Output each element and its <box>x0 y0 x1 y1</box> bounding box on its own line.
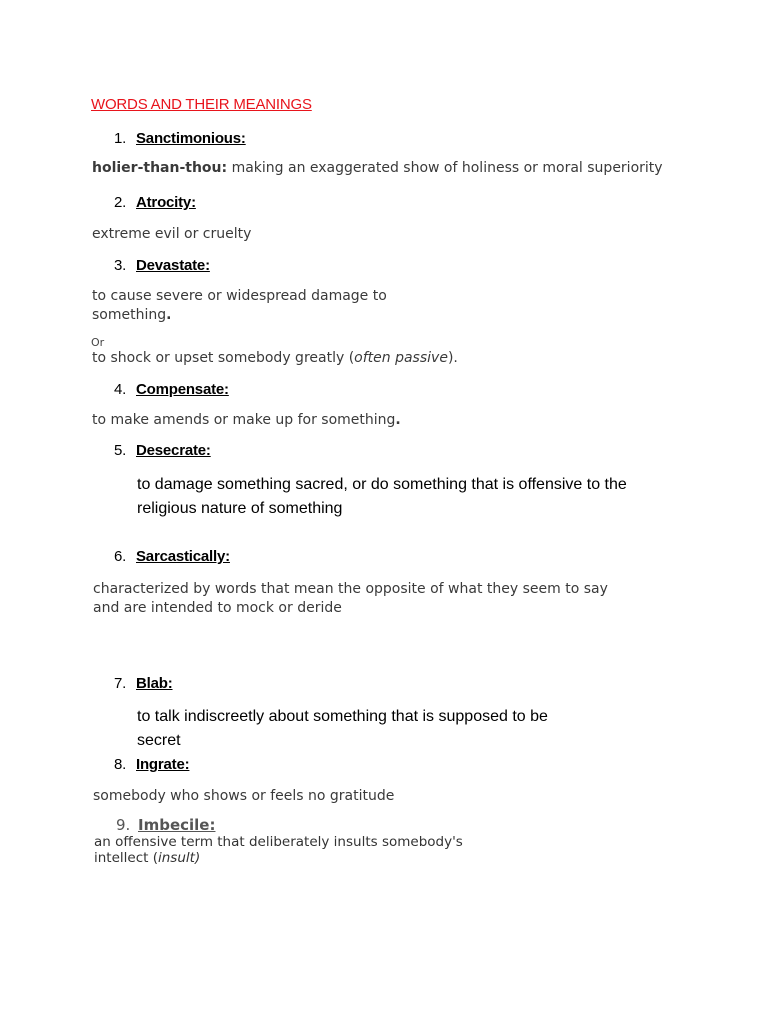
definition-text: making an exaggerated show of holiness or moral superiority <box>227 160 663 176</box>
entry-heading-8 <box>114 756 189 773</box>
entry-definition-1 <box>92 160 663 176</box>
definition-line: to damage something sacred, or do something that is offensive to the <box>137 476 627 493</box>
entry-number: 8. <box>114 756 127 773</box>
entry-heading-5 <box>114 442 211 459</box>
entry-number: 1. <box>114 130 127 147</box>
entry-heading-7 <box>114 675 173 692</box>
definition-line <box>94 850 463 866</box>
entry-number: 3. <box>114 257 127 274</box>
definition-line: and are intended to mock or deride <box>93 600 342 616</box>
entry-heading-1 <box>114 130 246 147</box>
definition-line: characterized by words that mean the opposite of what they seem to say <box>93 581 608 597</box>
entry-heading-6 <box>114 548 230 565</box>
entry-heading-4 <box>114 381 229 398</box>
entry-number: 6. <box>114 548 127 565</box>
entry-definition-8: somebody who shows or feels no gratitude <box>93 788 395 804</box>
entry-number: 9. <box>116 816 131 834</box>
entry-definition-6 <box>93 580 608 618</box>
entry-number: 7. <box>114 675 127 692</box>
entry-term: Sarcastically: <box>136 548 230 565</box>
definition-period: . <box>395 412 401 428</box>
entry-definition-3-alt <box>92 350 458 366</box>
entry-number: 4. <box>114 381 127 398</box>
entry-term: Compensate: <box>136 381 229 398</box>
entry-term: Desecrate: <box>136 442 211 459</box>
or-separator: Or <box>91 336 105 349</box>
entry-term: Imbecile: <box>138 816 216 834</box>
definition-text: to shock or upset somebody greatly ( <box>92 350 355 366</box>
entry-definition-9 <box>94 834 463 866</box>
definition-italic: insult) <box>158 850 201 866</box>
entry-term: Atrocity: <box>136 194 196 211</box>
entry-definition-2: extreme evil or cruelty <box>92 226 252 242</box>
definition-text: intellect ( <box>94 850 158 866</box>
entry-term: Sanctimonious: <box>136 130 246 147</box>
definition-line: religious nature of something <box>137 500 343 517</box>
definition-line: to talk indiscreetly about something that is supposed to be <box>137 708 548 725</box>
entry-term: Devastate: <box>136 257 210 274</box>
definition-period: . <box>166 307 172 323</box>
entry-term: Blab: <box>136 675 173 692</box>
entry-definition-7 <box>137 705 548 753</box>
entry-definition-5 <box>137 473 627 521</box>
entry-number: 5. <box>114 442 127 459</box>
definition-bold-term: holier-than-thou: <box>92 160 228 176</box>
entry-number: 2. <box>114 194 127 211</box>
definition-line: an offensive term that deliberately insults somebody's <box>94 834 463 850</box>
entry-heading-3 <box>114 257 210 274</box>
entry-definition-3-line-1: to cause severe or widespread damage to <box>92 288 387 304</box>
definition-text: to make amends or make up for something <box>92 412 396 428</box>
definition-text: something <box>92 307 167 323</box>
definition-italic: often passive <box>354 350 448 366</box>
definition-line: secret <box>137 732 181 749</box>
entry-term: Ingrate: <box>136 756 190 773</box>
entry-heading-9 <box>116 816 215 834</box>
entry-definition-3-line-2 <box>92 307 171 323</box>
entry-definition-4 <box>92 412 401 428</box>
entry-heading-2 <box>114 194 196 211</box>
page-title: WORDS AND THEIR MEANINGS <box>91 96 312 113</box>
definition-text: ). <box>447 350 458 366</box>
